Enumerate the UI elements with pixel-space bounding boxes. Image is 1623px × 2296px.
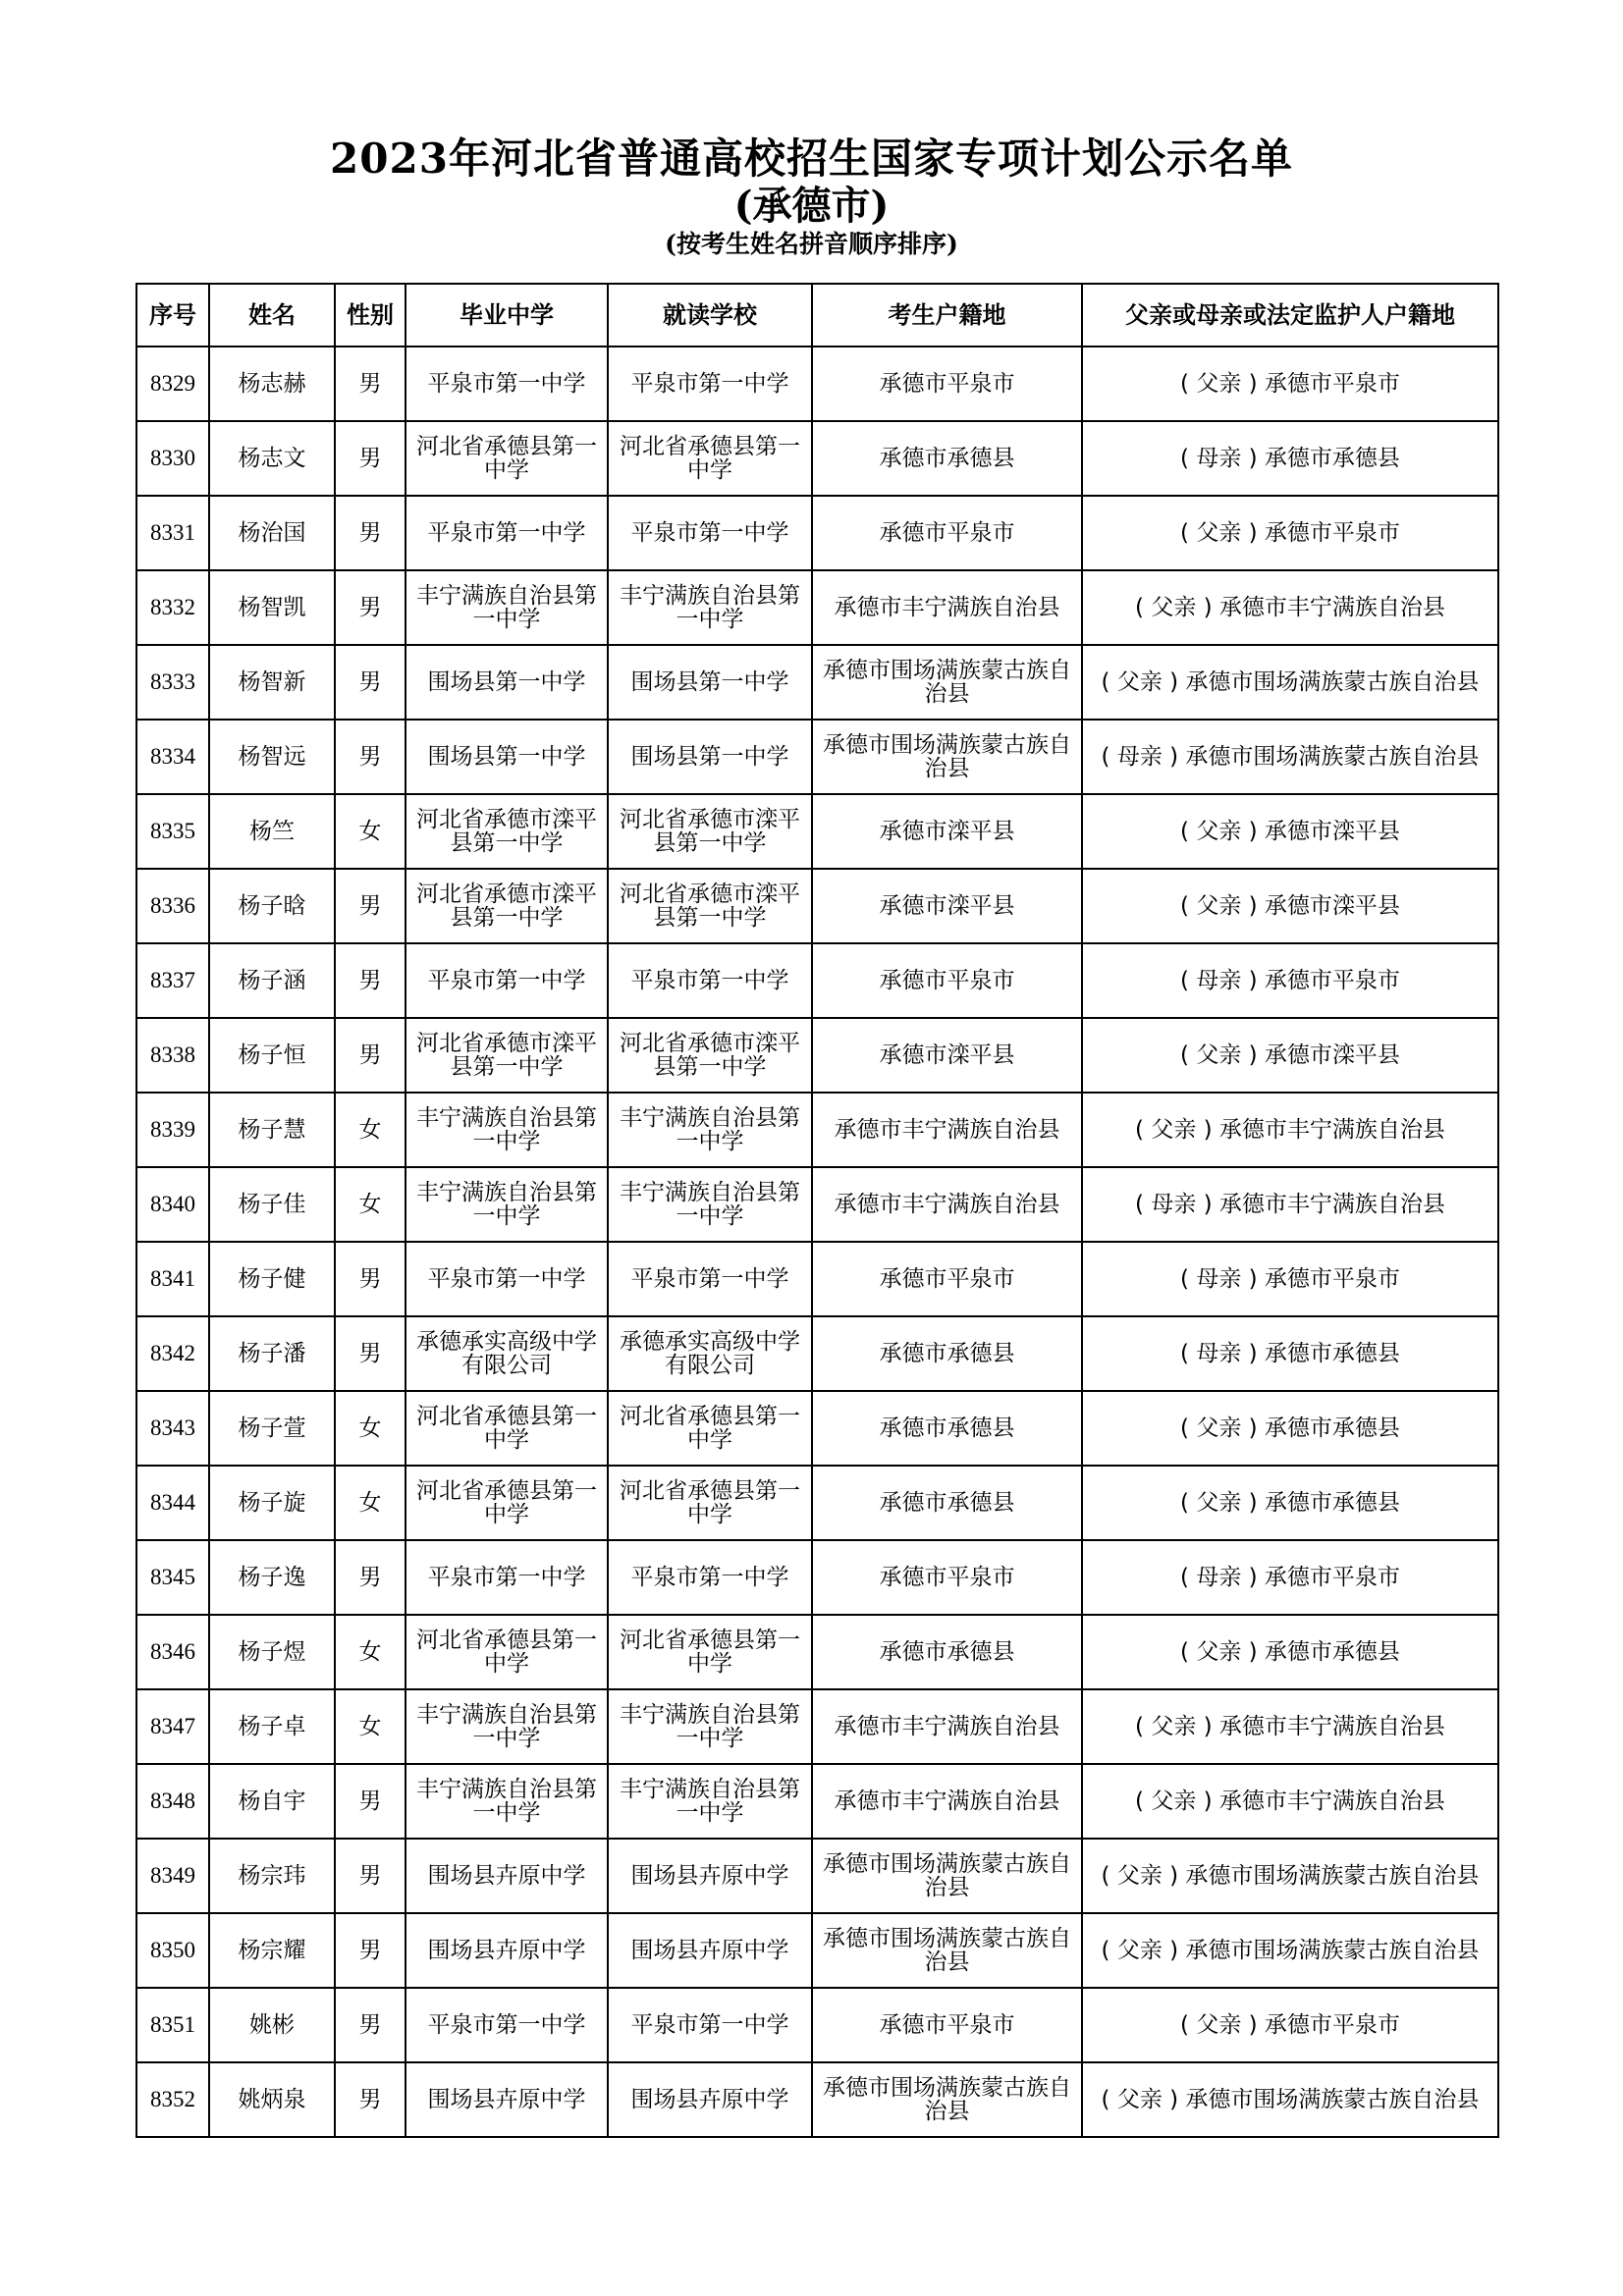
cell-name: 杨子旋 — [209, 1466, 335, 1540]
cell-student-residence: 承德市滦平县 — [812, 869, 1082, 943]
cell-number: 8337 — [136, 943, 209, 1018]
cell-number: 8331 — [136, 496, 209, 570]
cell-gender: 男 — [335, 943, 406, 1018]
cell-guardian-residence: ( 父亲 ) 承德市丰宁满族自治县 — [1082, 1689, 1498, 1764]
table-row — [136, 1689, 1498, 1764]
sort-note: (按考生姓名拼音顺序排序) — [665, 230, 958, 258]
cell-name: 杨竺 — [209, 794, 335, 869]
cell-student-residence: 承德市平泉市 — [812, 1988, 1082, 2062]
cell-guardian-residence: ( 父亲 ) 承德市承德县 — [1082, 1466, 1498, 1540]
cell-guardian-residence: ( 父亲 ) 承德市丰宁满族自治县 — [1082, 1764, 1498, 1839]
cell-name: 杨子健 — [209, 1242, 335, 1316]
cell-graduation-school: 河北省承德市滦平县第一中学 — [406, 1018, 608, 1093]
cell-graduation-school: 平泉市第一中学 — [406, 943, 608, 1018]
cell-number: 8340 — [136, 1167, 209, 1242]
roster-table — [135, 283, 1499, 2138]
table-row — [136, 1764, 1498, 1839]
cell-guardian-residence: ( 母亲 ) 承德市平泉市 — [1082, 943, 1498, 1018]
cell-gender: 男 — [335, 2062, 406, 2137]
table-row — [136, 1167, 1498, 1242]
cell-graduation-school: 承德承实高级中学有限公司 — [406, 1316, 608, 1391]
cell-name: 杨子慧 — [209, 1093, 335, 1167]
cell-current-school: 围场县第一中学 — [608, 720, 812, 794]
cell-name: 杨子晗 — [209, 869, 335, 943]
cell-number: 8344 — [136, 1466, 209, 1540]
cell-name: 杨治国 — [209, 496, 335, 570]
cell-student-residence: 承德市围场满族蒙古族自治县 — [812, 720, 1082, 794]
table-row — [136, 1913, 1498, 1988]
cell-graduation-school: 围场县卉原中学 — [406, 1839, 608, 1913]
cell-name: 姚彬 — [209, 1988, 335, 2062]
cell-student-residence: 承德市围场满族蒙古族自治县 — [812, 1913, 1082, 1988]
cell-graduation-school: 平泉市第一中学 — [406, 347, 608, 421]
cell-student-residence: 承德市平泉市 — [812, 1242, 1082, 1316]
cell-current-school: 丰宁满族自治县第一中学 — [608, 1764, 812, 1839]
cell-current-school: 平泉市第一中学 — [608, 1988, 812, 2062]
cell-guardian-residence: ( 母亲 ) 承德市丰宁满族自治县 — [1082, 1167, 1498, 1242]
cell-guardian-residence: ( 父亲 ) 承德市滦平县 — [1082, 794, 1498, 869]
cell-number: 8333 — [136, 645, 209, 720]
cell-graduation-school: 丰宁满族自治县第一中学 — [406, 570, 608, 645]
cell-guardian-residence: ( 父亲 ) 承德市平泉市 — [1082, 496, 1498, 570]
cell-number: 8332 — [136, 570, 209, 645]
cell-student-residence: 承德市承德县 — [812, 421, 1082, 496]
cell-guardian-residence: ( 父亲 ) 承德市围场满族蒙古族自治县 — [1082, 1913, 1498, 1988]
cell-graduation-school: 围场县第一中学 — [406, 720, 608, 794]
cell-name: 杨子卓 — [209, 1689, 335, 1764]
table-row — [136, 1018, 1498, 1093]
cell-current-school: 河北省承德县第一中学 — [608, 421, 812, 496]
cell-current-school: 围场县卉原中学 — [608, 2062, 812, 2137]
cell-student-residence: 承德市围场满族蒙古族自治县 — [812, 1839, 1082, 1913]
cell-gender: 女 — [335, 1093, 406, 1167]
cell-guardian-residence: ( 父亲 ) 承德市围场满族蒙古族自治县 — [1082, 1839, 1498, 1913]
cell-graduation-school: 丰宁满族自治县第一中学 — [406, 1689, 608, 1764]
col-header-student-residence: 考生户籍地 — [812, 284, 1082, 347]
cell-number: 8352 — [136, 2062, 209, 2137]
col-header-graduation-school: 毕业中学 — [406, 284, 608, 347]
cell-graduation-school: 河北省承德县第一中学 — [406, 1391, 608, 1466]
cell-guardian-residence: ( 父亲 ) 承德市平泉市 — [1082, 347, 1498, 421]
cell-number: 8336 — [136, 869, 209, 943]
cell-gender: 女 — [335, 794, 406, 869]
cell-gender: 男 — [335, 1540, 406, 1615]
cell-graduation-school: 平泉市第一中学 — [406, 1988, 608, 2062]
cell-gender: 女 — [335, 1391, 406, 1466]
table-header — [136, 284, 1498, 347]
col-header-current-school: 就读学校 — [608, 284, 812, 347]
table-row — [136, 570, 1498, 645]
cell-number: 8342 — [136, 1316, 209, 1391]
cell-student-residence: 承德市丰宁满族自治县 — [812, 1093, 1082, 1167]
cell-student-residence: 承德市平泉市 — [812, 943, 1082, 1018]
cell-guardian-residence: ( 父亲 ) 承德市丰宁满族自治县 — [1082, 1093, 1498, 1167]
cell-guardian-residence: ( 父亲 ) 承德市丰宁满族自治县 — [1082, 570, 1498, 645]
page-subtitle: (承德市) — [733, 183, 890, 229]
cell-graduation-school: 河北省承德县第一中学 — [406, 1466, 608, 1540]
cell-graduation-school: 丰宁满族自治县第一中学 — [406, 1167, 608, 1242]
cell-gender: 女 — [335, 1615, 406, 1689]
cell-gender: 女 — [335, 1167, 406, 1242]
cell-student-residence: 承德市平泉市 — [812, 496, 1082, 570]
table-row — [136, 1615, 1498, 1689]
table-row — [136, 1540, 1498, 1615]
cell-gender: 男 — [335, 1839, 406, 1913]
cell-name: 杨子逸 — [209, 1540, 335, 1615]
cell-number: 8347 — [136, 1689, 209, 1764]
cell-current-school: 河北省承德市滦平县第一中学 — [608, 794, 812, 869]
cell-current-school: 平泉市第一中学 — [608, 943, 812, 1018]
cell-number: 8339 — [136, 1093, 209, 1167]
table-row — [136, 943, 1498, 1018]
table-row — [136, 496, 1498, 570]
cell-guardian-residence: ( 母亲 ) 承德市承德县 — [1082, 421, 1498, 496]
cell-guardian-residence: ( 父亲 ) 承德市围场满族蒙古族自治县 — [1082, 645, 1498, 720]
cell-student-residence: 承德市承德县 — [812, 1466, 1082, 1540]
page-title: 2023年河北省普通高校招生国家专项计划公示名单 — [330, 134, 1293, 183]
cell-graduation-school: 平泉市第一中学 — [406, 1242, 608, 1316]
cell-name: 杨智新 — [209, 645, 335, 720]
table-row — [136, 1839, 1498, 1913]
table-row — [136, 1391, 1498, 1466]
table-row — [136, 1988, 1498, 2062]
cell-gender: 男 — [335, 496, 406, 570]
cell-name: 杨子潘 — [209, 1316, 335, 1391]
table-row — [136, 421, 1498, 496]
table-row — [136, 2062, 1498, 2137]
cell-guardian-residence: ( 父亲 ) 承德市承德县 — [1082, 1615, 1498, 1689]
table-row — [136, 869, 1498, 943]
cell-graduation-school: 围场县卉原中学 — [406, 1913, 608, 1988]
table-row — [136, 794, 1498, 869]
cell-current-school: 河北省承德市滦平县第一中学 — [608, 1018, 812, 1093]
cell-graduation-school: 河北省承德县第一中学 — [406, 1615, 608, 1689]
cell-number: 8334 — [136, 720, 209, 794]
cell-number: 8349 — [136, 1839, 209, 1913]
cell-current-school: 平泉市第一中学 — [608, 496, 812, 570]
col-header-gender: 性别 — [335, 284, 406, 347]
cell-number: 8335 — [136, 794, 209, 869]
cell-current-school: 围场县卉原中学 — [608, 1913, 812, 1988]
cell-name: 杨子萱 — [209, 1391, 335, 1466]
cell-current-school: 河北省承德县第一中学 — [608, 1615, 812, 1689]
cell-number: 8346 — [136, 1615, 209, 1689]
cell-name: 杨宗耀 — [209, 1913, 335, 1988]
cell-number: 8348 — [136, 1764, 209, 1839]
cell-student-residence: 承德市承德县 — [812, 1391, 1082, 1466]
cell-number: 8343 — [136, 1391, 209, 1466]
cell-graduation-school: 河北省承德市滦平县第一中学 — [406, 869, 608, 943]
cell-current-school: 丰宁满族自治县第一中学 — [608, 1167, 812, 1242]
cell-graduation-school: 围场县第一中学 — [406, 645, 608, 720]
cell-gender: 男 — [335, 1764, 406, 1839]
cell-gender: 男 — [335, 1913, 406, 1988]
cell-gender: 男 — [335, 645, 406, 720]
cell-number: 8351 — [136, 1988, 209, 2062]
table-row — [136, 1466, 1498, 1540]
cell-student-residence: 承德市滦平县 — [812, 794, 1082, 869]
cell-student-residence: 承德市丰宁满族自治县 — [812, 570, 1082, 645]
cell-number: 8345 — [136, 1540, 209, 1615]
cell-guardian-residence: ( 父亲 ) 承德市平泉市 — [1082, 1988, 1498, 2062]
cell-name: 杨智远 — [209, 720, 335, 794]
cell-number: 8350 — [136, 1913, 209, 1988]
cell-gender: 男 — [335, 1018, 406, 1093]
cell-name: 杨子佳 — [209, 1167, 335, 1242]
cell-number: 8330 — [136, 421, 209, 496]
table-row — [136, 1242, 1498, 1316]
table-row — [136, 720, 1498, 794]
cell-name: 杨子恒 — [209, 1018, 335, 1093]
header-row — [136, 284, 1498, 347]
cell-number: 8338 — [136, 1018, 209, 1093]
cell-current-school: 丰宁满族自治县第一中学 — [608, 570, 812, 645]
cell-guardian-residence: ( 父亲 ) 承德市围场满族蒙古族自治县 — [1082, 2062, 1498, 2137]
cell-student-residence: 承德市平泉市 — [812, 347, 1082, 421]
cell-graduation-school: 河北省承德县第一中学 — [406, 421, 608, 496]
table-row — [136, 1316, 1498, 1391]
cell-name: 杨宗玮 — [209, 1839, 335, 1913]
cell-graduation-school: 丰宁满族自治县第一中学 — [406, 1093, 608, 1167]
cell-name: 杨志赫 — [209, 347, 335, 421]
col-header-name: 姓名 — [209, 284, 335, 347]
cell-student-residence: 承德市丰宁满族自治县 — [812, 1167, 1082, 1242]
cell-current-school: 河北省承德县第一中学 — [608, 1466, 812, 1540]
cell-current-school: 平泉市第一中学 — [608, 1540, 812, 1615]
cell-guardian-residence: ( 母亲 ) 承德市围场满族蒙古族自治县 — [1082, 720, 1498, 794]
cell-graduation-school: 丰宁满族自治县第一中学 — [406, 1764, 608, 1839]
cell-graduation-school: 河北省承德市滦平县第一中学 — [406, 794, 608, 869]
cell-gender: 男 — [335, 421, 406, 496]
cell-student-residence: 承德市承德县 — [812, 1615, 1082, 1689]
cell-number: 8341 — [136, 1242, 209, 1316]
table-row — [136, 347, 1498, 421]
cell-gender: 男 — [335, 1988, 406, 2062]
table-row — [136, 1093, 1498, 1167]
cell-gender: 女 — [335, 1466, 406, 1540]
cell-student-residence: 承德市丰宁满族自治县 — [812, 1764, 1082, 1839]
cell-current-school: 围场县卉原中学 — [608, 1839, 812, 1913]
cell-current-school: 丰宁满族自治县第一中学 — [608, 1689, 812, 1764]
cell-gender: 女 — [335, 1689, 406, 1764]
cell-student-residence: 承德市平泉市 — [812, 1540, 1082, 1615]
cell-current-school: 承德承实高级中学有限公司 — [608, 1316, 812, 1391]
cell-current-school: 平泉市第一中学 — [608, 1242, 812, 1316]
cell-guardian-residence: ( 父亲 ) 承德市滦平县 — [1082, 1018, 1498, 1093]
cell-gender: 男 — [335, 1316, 406, 1391]
cell-gender: 男 — [335, 1242, 406, 1316]
cell-current-school: 围场县第一中学 — [608, 645, 812, 720]
cell-guardian-residence: ( 母亲 ) 承德市平泉市 — [1082, 1540, 1498, 1615]
cell-guardian-residence: ( 父亲 ) 承德市承德县 — [1082, 1391, 1498, 1466]
cell-name: 杨自宇 — [209, 1764, 335, 1839]
cell-name: 姚炳泉 — [209, 2062, 335, 2137]
cell-gender: 男 — [335, 869, 406, 943]
cell-current-school: 平泉市第一中学 — [608, 347, 812, 421]
cell-graduation-school: 平泉市第一中学 — [406, 496, 608, 570]
cell-guardian-residence: ( 母亲 ) 承德市平泉市 — [1082, 1242, 1498, 1316]
cell-student-residence: 承德市滦平县 — [812, 1018, 1082, 1093]
cell-name: 杨志文 — [209, 421, 335, 496]
cell-student-residence: 承德市围场满族蒙古族自治县 — [812, 645, 1082, 720]
cell-number: 8329 — [136, 347, 209, 421]
table-row — [136, 645, 1498, 720]
cell-current-school: 河北省承德市滦平县第一中学 — [608, 869, 812, 943]
cell-guardian-residence: ( 母亲 ) 承德市承德县 — [1082, 1316, 1498, 1391]
cell-name: 杨子煜 — [209, 1615, 335, 1689]
cell-student-residence: 承德市围场满族蒙古族自治县 — [812, 2062, 1082, 2137]
table-body — [136, 347, 1498, 2137]
cell-student-residence: 承德市承德县 — [812, 1316, 1082, 1391]
cell-current-school: 丰宁满族自治县第一中学 — [608, 1093, 812, 1167]
col-header-number: 序号 — [136, 284, 209, 347]
cell-gender: 男 — [335, 570, 406, 645]
cell-guardian-residence: ( 父亲 ) 承德市滦平县 — [1082, 869, 1498, 943]
cell-graduation-school: 围场县卉原中学 — [406, 2062, 608, 2137]
col-header-guardian-residence: 父亲或母亲或法定监护人户籍地 — [1082, 284, 1498, 347]
cell-name: 杨子涵 — [209, 943, 335, 1018]
cell-student-residence: 承德市丰宁满族自治县 — [812, 1689, 1082, 1764]
cell-graduation-school: 平泉市第一中学 — [406, 1540, 608, 1615]
cell-gender: 男 — [335, 720, 406, 794]
cell-gender: 男 — [335, 347, 406, 421]
cell-name: 杨智凯 — [209, 570, 335, 645]
cell-current-school: 河北省承德县第一中学 — [608, 1391, 812, 1466]
